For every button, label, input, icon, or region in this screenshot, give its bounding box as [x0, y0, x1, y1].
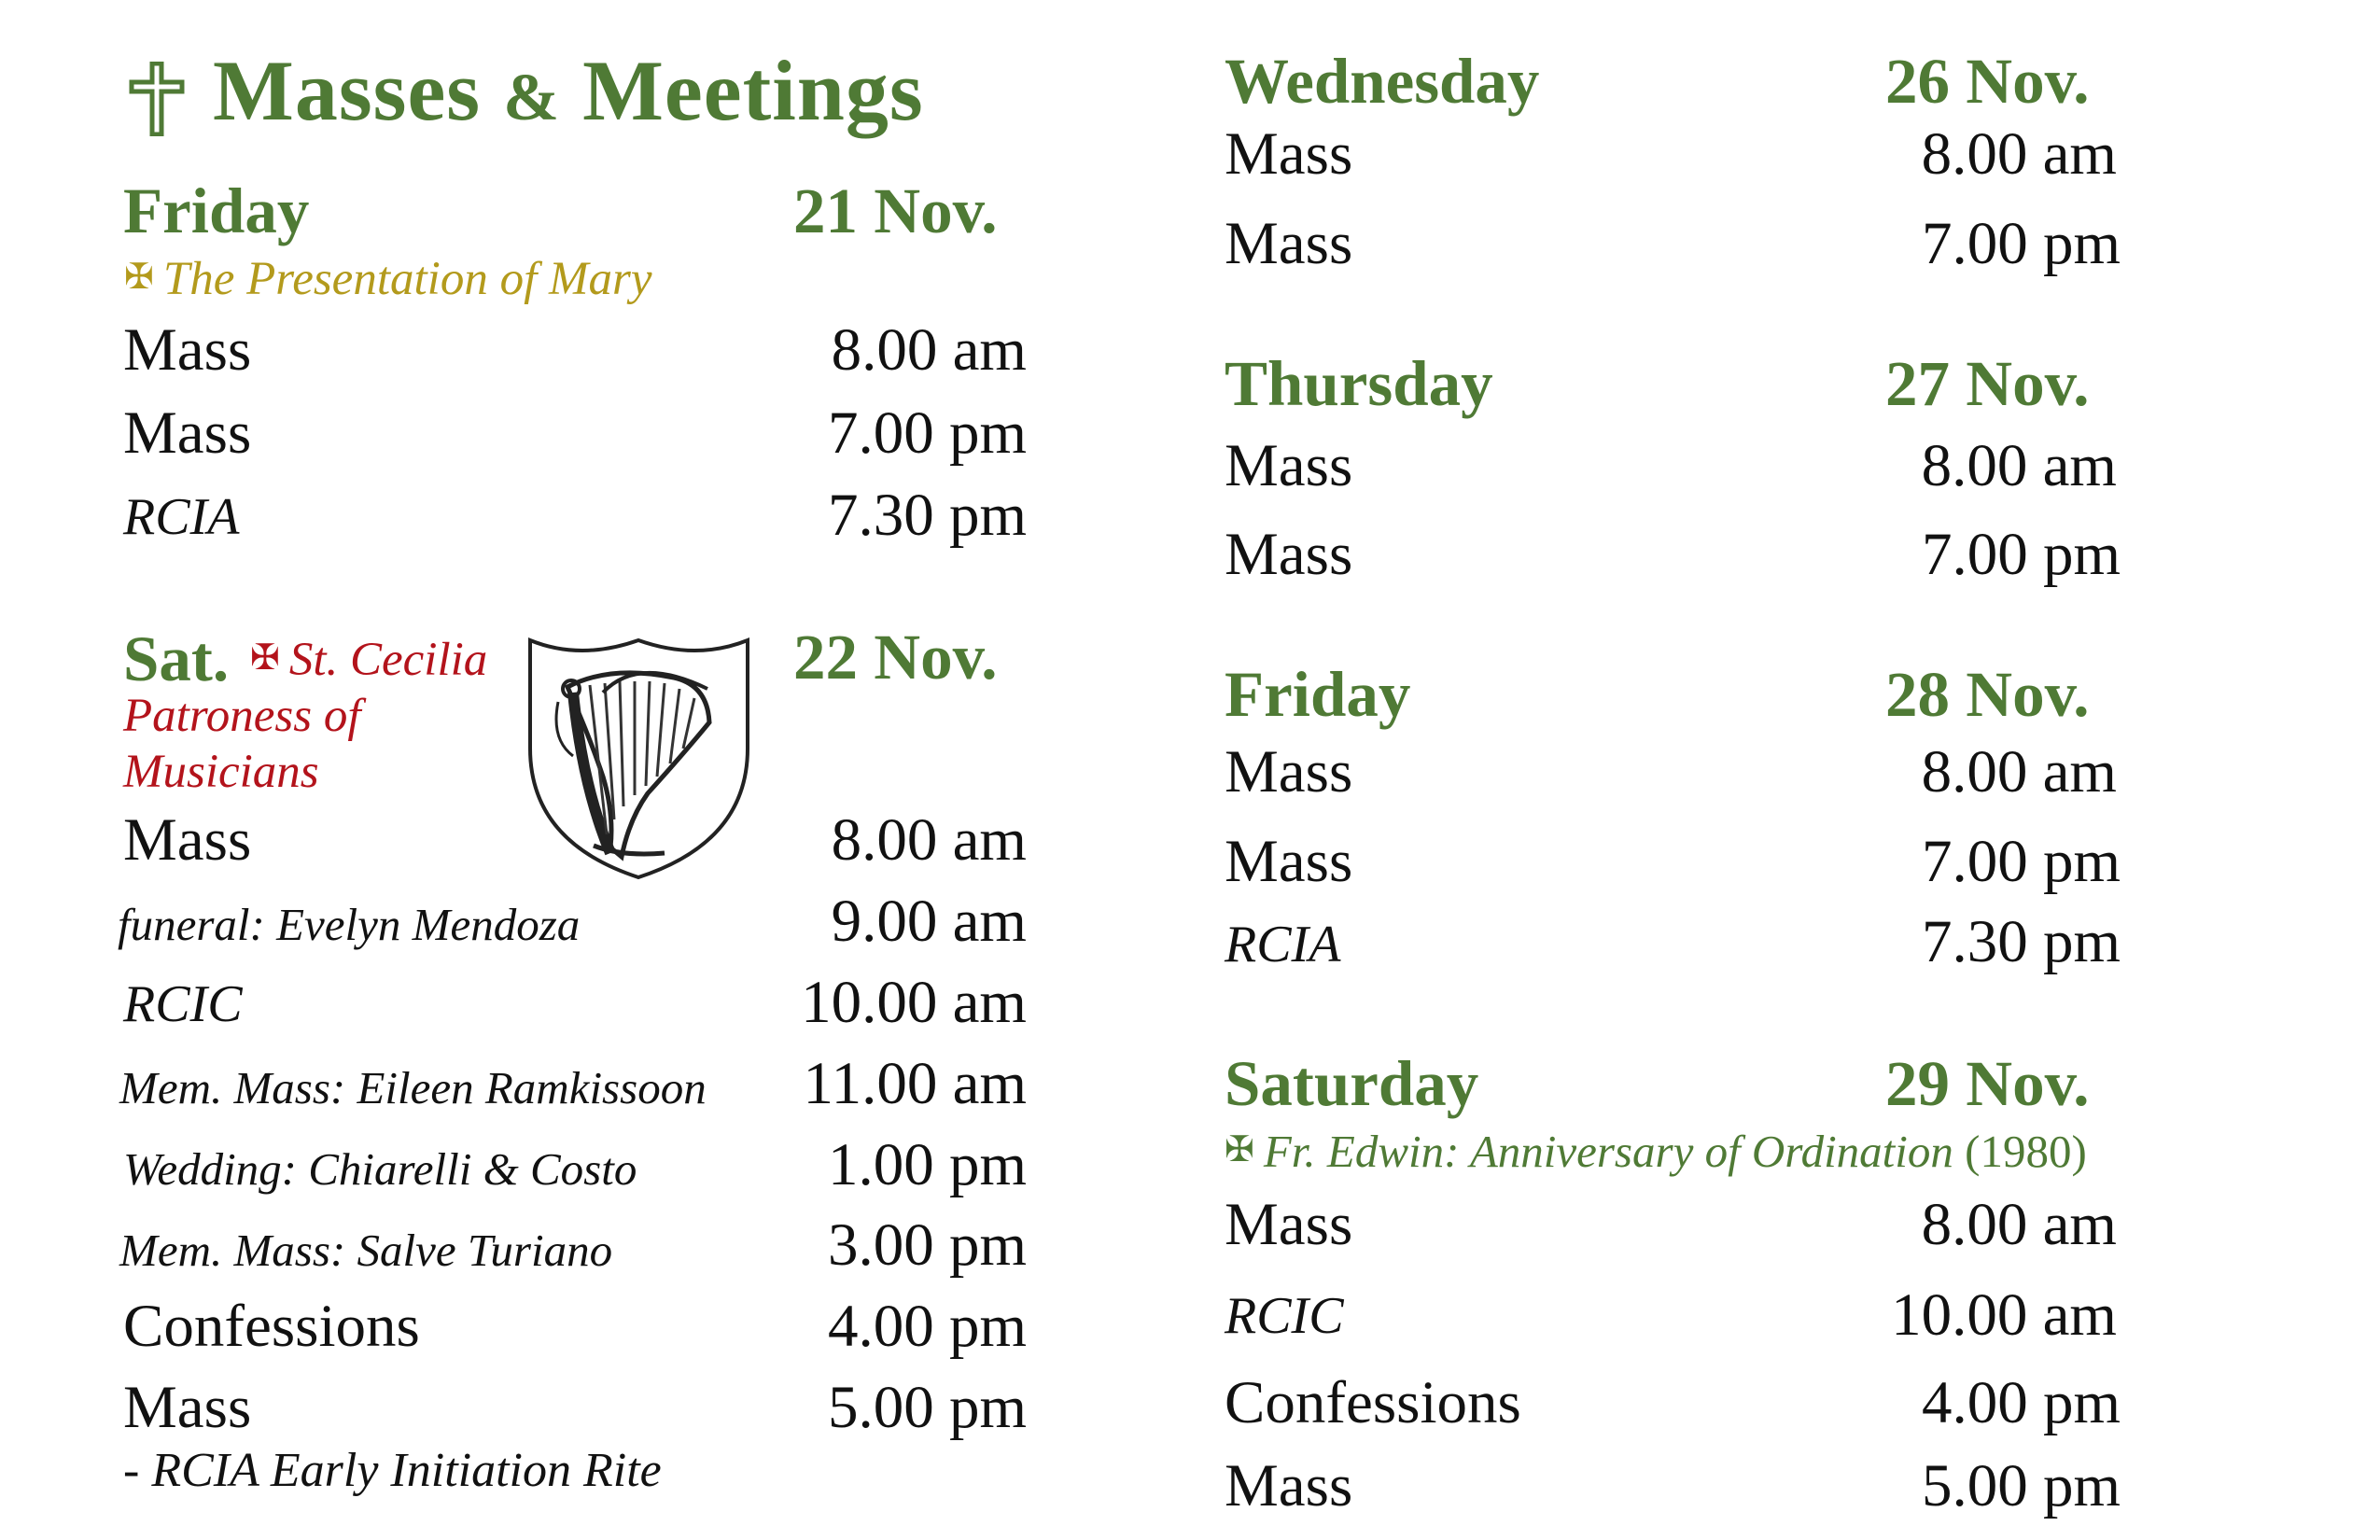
schedule-item: RCIC — [1225, 1287, 1344, 1345]
feast-year: (1980) — [1965, 1126, 2087, 1177]
schedule-item: Confessions — [1225, 1369, 1521, 1436]
schedule-time: 10.00 am — [801, 969, 1027, 1036]
schedule-item: Mass — [123, 316, 252, 384]
schedule-item: Mass — [1225, 432, 1353, 499]
feast-text: The Presentation of Mary — [162, 253, 652, 305]
schedule-item: Mass — [1225, 1191, 1353, 1258]
schedule-time: 7.30 pm — [827, 482, 1027, 549]
schedule-time: 1.00 pm — [827, 1131, 1027, 1198]
maltese-cross-icon: ✠ — [124, 258, 154, 297]
schedule-time: 3.00 pm — [827, 1211, 1027, 1279]
feast-line — [1225, 1125, 2087, 1178]
schedule-item: Mass — [1225, 828, 1353, 895]
schedule-item: Mass — [123, 1374, 252, 1441]
title-word-masses: Masses — [213, 43, 482, 138]
schedule-time: 8.00 am — [1921, 1191, 2117, 1258]
schedule-item: RCIA — [1225, 916, 1341, 973]
schedule-time: 8.00 am — [1921, 432, 2117, 499]
day-heading: Friday — [123, 175, 310, 246]
schedule-time: 7.00 pm — [1921, 828, 2121, 895]
title-word-meetings: Meetings — [582, 43, 924, 138]
schedule-time: 4.00 pm — [827, 1293, 1027, 1360]
schedule-time: 5.00 pm — [827, 1374, 1027, 1441]
schedule-item: Mem. Mass: Salve Turiano — [119, 1225, 613, 1276]
date-heading: 22 Nov. — [793, 622, 998, 693]
schedule-time: 7.30 pm — [1921, 908, 2121, 975]
schedule-item: Wedding: Chiarelli & Costo — [123, 1143, 637, 1195]
schedule-item: Mass — [1225, 738, 1353, 805]
schedule-note: - RCIA Early Initiation Rite — [123, 1444, 662, 1497]
feast-line: Musicians — [123, 746, 319, 798]
maltese-cross-icon: ✠ — [250, 638, 280, 678]
schedule-time: 8.00 am — [1921, 738, 2117, 805]
schedule-time: 5.00 pm — [1921, 1452, 2121, 1519]
harp-crest-icon — [525, 637, 753, 881]
schedule-item: Mass — [1225, 1452, 1353, 1519]
schedule-item: RCIA — [123, 488, 240, 546]
date-heading: 26 Nov. — [1885, 46, 2090, 117]
feast-text: Fr. Edwin: Anniversary of Ordination — [1263, 1126, 1953, 1177]
day-heading: Saturday — [1225, 1048, 1479, 1119]
feast-line: Patroness of — [123, 690, 361, 742]
date-heading: 28 Nov. — [1885, 659, 2090, 730]
day-heading: Wednesday — [1225, 46, 1540, 117]
schedule-item: Mass — [123, 399, 252, 467]
day-abbrev: Sat. — [123, 623, 230, 694]
schedule-time: 8.00 am — [1921, 120, 2117, 188]
schedule-item: Mass — [123, 806, 252, 874]
schedule-item: Mass — [1225, 210, 1353, 277]
schedule-time: 11.00 am — [803, 1050, 1027, 1117]
day-heading: Friday — [1225, 659, 1411, 730]
day-heading — [123, 623, 229, 696]
schedule-item: Confessions — [123, 1293, 420, 1360]
schedule-time: 10.00 am — [1891, 1281, 2117, 1349]
schedule-time: 9.00 am — [831, 888, 1027, 955]
schedule-item: Mass — [1225, 120, 1353, 188]
schedule-time: 7.00 pm — [1921, 210, 2121, 277]
feast-line — [124, 252, 651, 306]
schedule-time: 4.00 pm — [1921, 1369, 2121, 1436]
schedule-time: 7.00 pm — [827, 399, 1027, 467]
date-heading: 29 Nov. — [1885, 1048, 2090, 1119]
schedule-time: 8.00 am — [831, 316, 1027, 384]
feast-line — [250, 633, 487, 687]
title-ampersand: & — [503, 60, 561, 134]
schedule-time: 8.00 am — [831, 806, 1027, 874]
schedule-time: 7.00 pm — [1921, 521, 2121, 588]
feast-text: St. Cecilia — [288, 634, 488, 686]
maltese-cross-icon: ✠ — [1225, 1130, 1254, 1169]
schedule-item: RCIC — [123, 975, 243, 1033]
day-heading: Thursday — [1225, 348, 1493, 419]
page-title — [213, 41, 924, 140]
schedule-item: Mass — [1225, 521, 1353, 588]
date-heading: 21 Nov. — [793, 175, 998, 246]
date-heading: 27 Nov. — [1885, 348, 2090, 419]
latin-cross-icon — [128, 62, 186, 136]
schedule-item: funeral: Evelyn Mendoza — [118, 899, 581, 950]
schedule-item: Mem. Mass: Eileen Ramkissoon — [119, 1062, 707, 1113]
